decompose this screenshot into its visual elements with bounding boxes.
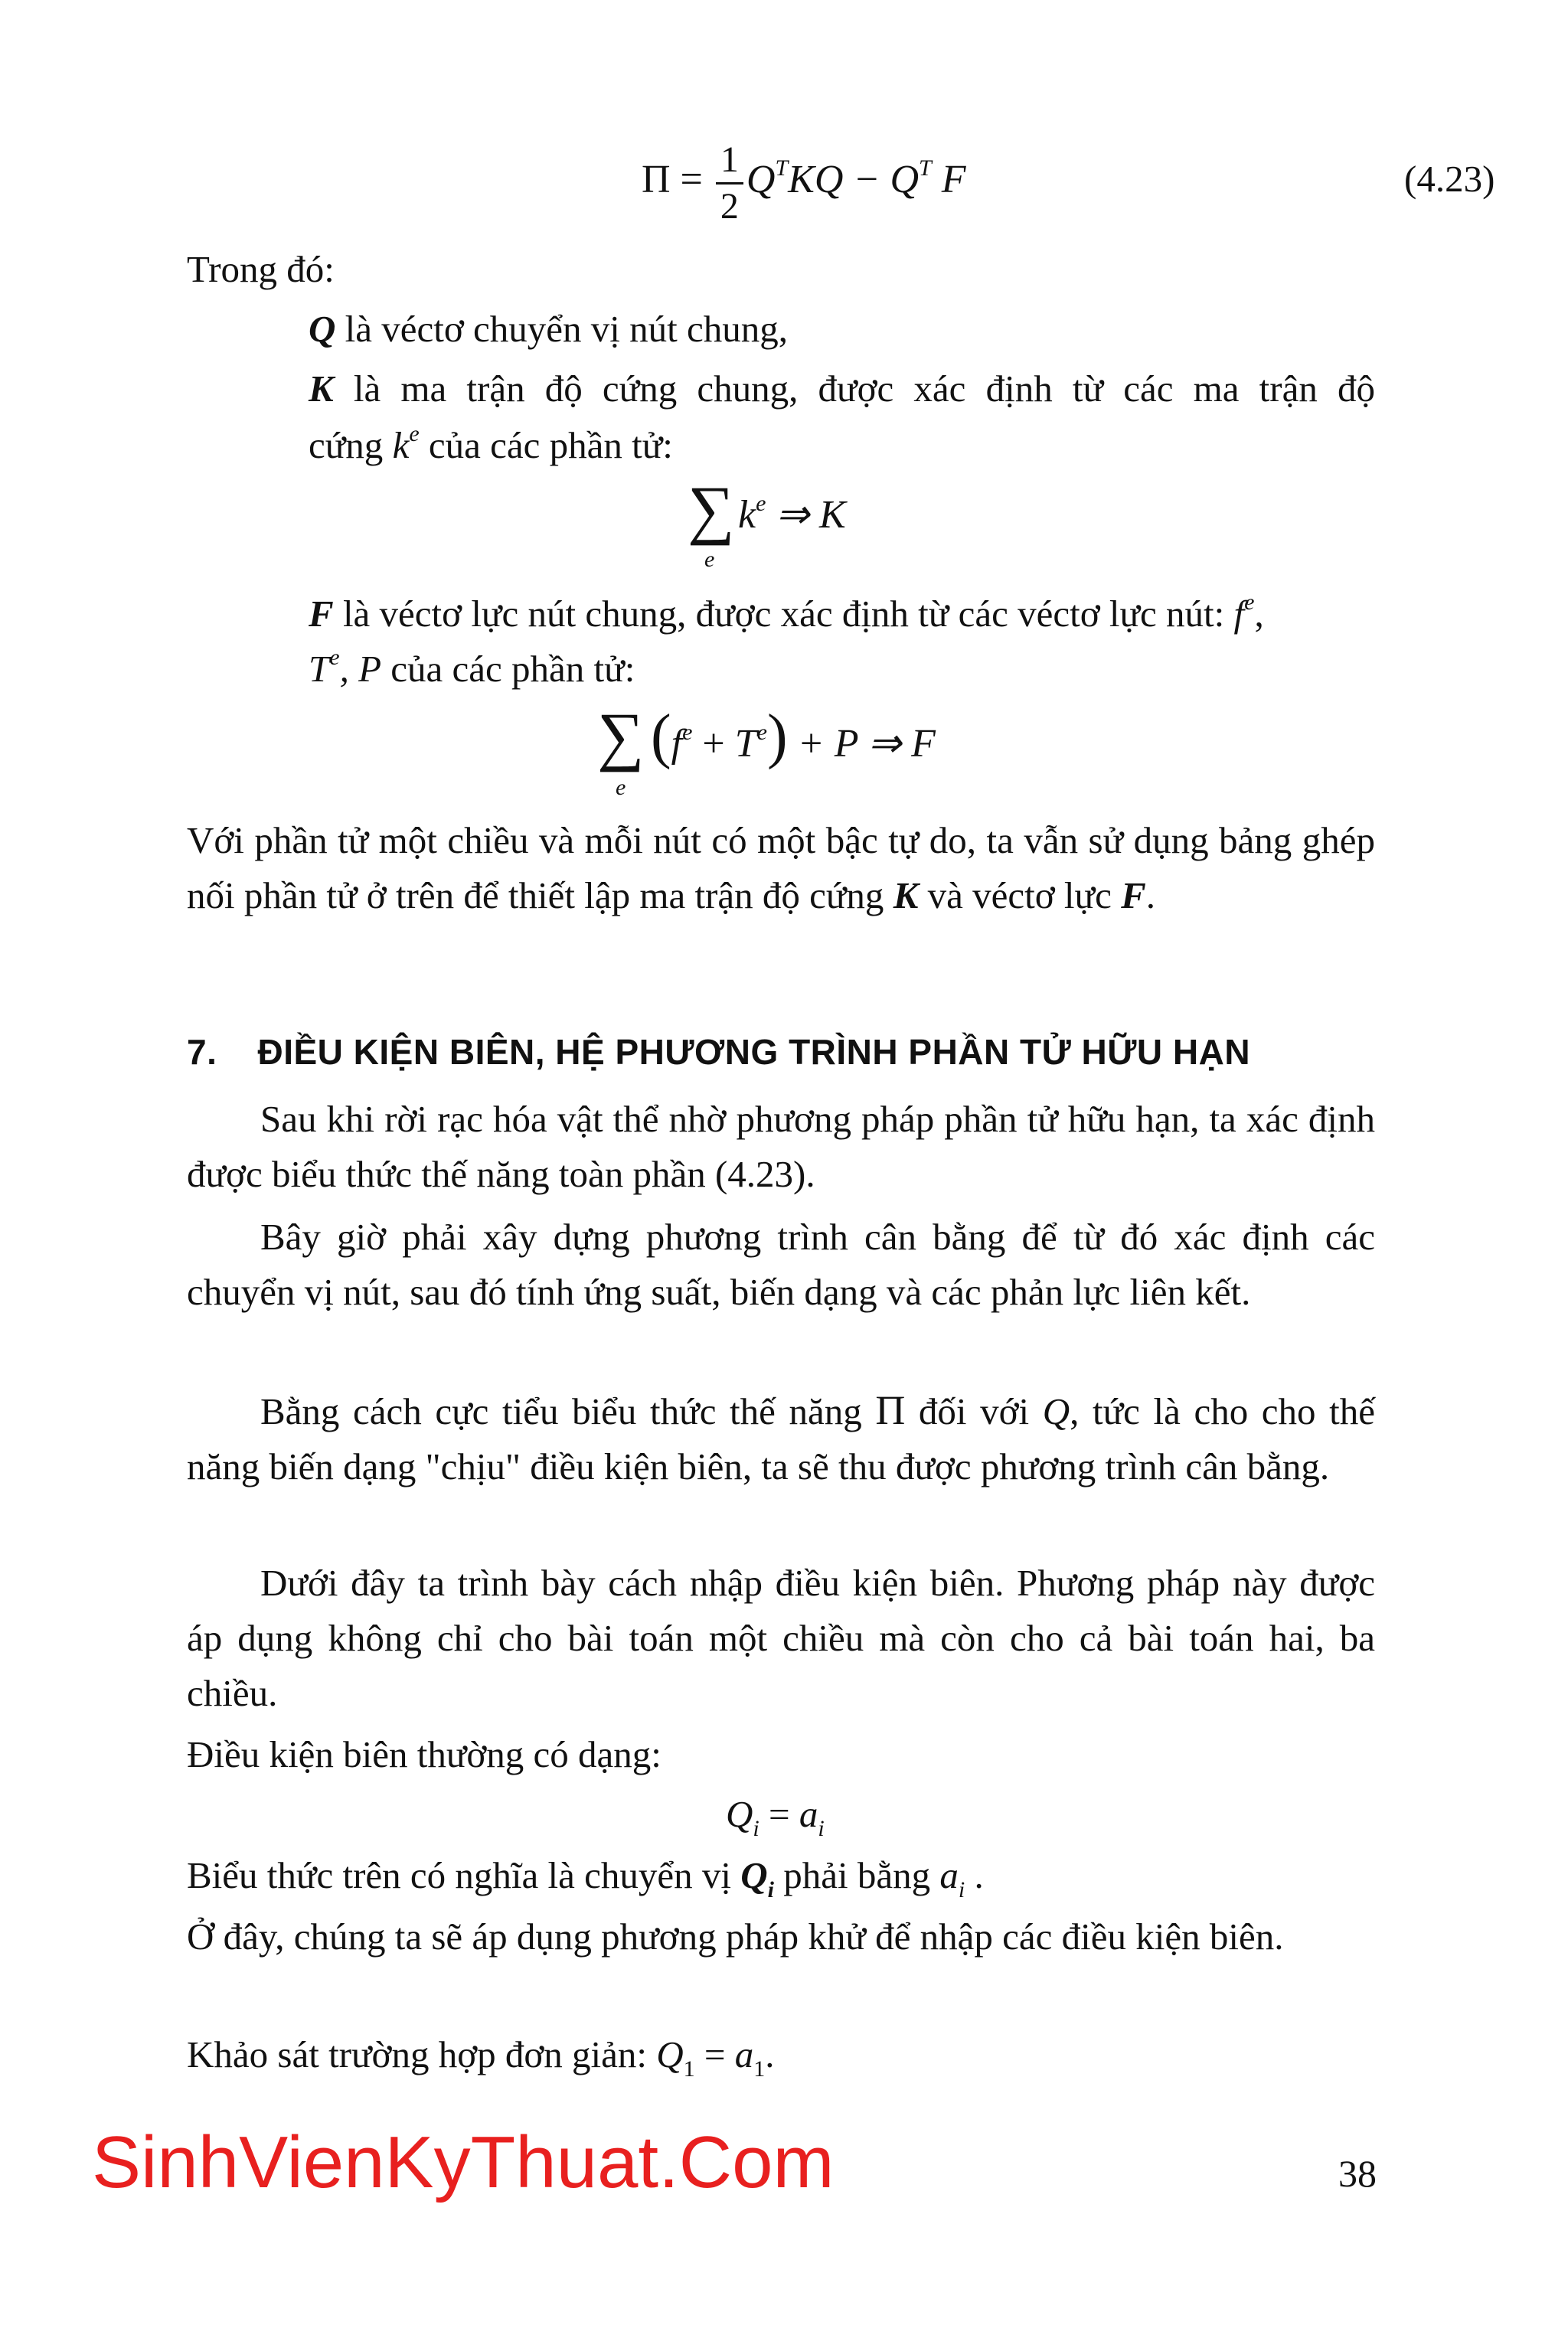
watermark-text: SinhVienKyThuat.Com [92,2121,835,2203]
f-description-1a: là véctơ lực nút chung, được xác định từ các véctơ lực nút: [333,593,1234,635]
eq-lhs: Π = [642,158,713,201]
section-heading: 7. ĐIỀU KIỆN BIÊN, HỆ PHƯƠNG TRÌNH PHẦN TỬ HỮU HẠN [187,1032,1251,1072]
bc-meaning-q: Q [740,1854,768,1896]
case-a-var: a [734,2033,754,2075]
bc-meaning-a-sub: i [958,1877,965,1902]
sum-k-var: k [738,493,756,537]
k-var: k [392,424,410,466]
eq-kq-q: KQ − Q [788,158,920,201]
sum-t-var: T [734,722,757,766]
lparen: ( [651,703,671,770]
f-description-2b: của các phần tử: [381,648,635,690]
rparen: ) [767,703,788,770]
p3-c: , tức là cho cho thế năng biến dạng "chịu" điều kiện biên, ta sẽ thu được phương trình cân bằng. [187,1390,1375,1488]
k-description-1: là ma trận độ cứng chung, được xác định từ các ma trận độ [333,367,1375,410]
para-1d-f: F [1121,874,1146,916]
t-var: T [309,648,330,690]
paragraph-1d-elements [187,813,1375,923]
t-sup: e [329,645,340,670]
eq-q1: Q [746,158,776,201]
bc-a: a [799,1793,818,1835]
k-sup: e [409,421,420,446]
para-1d-b: và véctơ lực [918,874,1122,916]
sum-k-sup: e [756,491,766,516]
eq-sup2: T [919,155,932,181]
case-eq: = [694,2033,735,2075]
bc-a-sub: i [818,1816,825,1841]
paragraph-simple-case [187,2027,775,2082]
item-q [309,302,788,357]
item-f-line1 [309,586,1264,642]
sigma-f-sub: e [616,775,626,800]
k-symbol: K [309,367,334,410]
f-description-2a: , [339,648,359,690]
p-var: P [358,648,382,690]
bc-q-sub: i [753,1816,760,1841]
paragraph-elimination: Ở đây, chúng ta sẽ áp dụng phương pháp khử để nhập các điều kiện biên. [187,1915,1284,1958]
f-var: f [1233,593,1245,635]
p3-q: Q [1042,1390,1070,1432]
bc-meaning-q-sub: i [767,1877,774,1902]
paragraph-2: Bây giờ phải xây dựng phương trình cân bằng để từ đó xác định các chuyển vị nút, sau đó tính ứng suất, biến dạng và các phản lực liên kết. [187,1216,1375,1313]
eq-fraction [716,138,743,229]
case-q: Q [656,2033,684,2075]
equation-4-23 [642,130,965,230]
bc-meaning [187,1848,984,1903]
sum-f-sup: e [682,720,693,745]
paragraph-5: Điều kiện biên thường có dạng: [187,1733,662,1775]
paragraph-1: Sau khi rời rạc hóa vật thể nhờ phương pháp phần tử hữu hạn, ta xác định được biểu thức thế năng toàn phần (4.23). [187,1098,1375,1195]
paragraph-4: Dưới đây ta trình bày cách nhập điều kiện biên. Phương pháp này được áp dụng không chỉ cho bài toán một chiều mà còn cho cả bài toán hai, ba chiều. [187,1562,1375,1714]
eq-f: F [931,158,966,201]
sum-f-plus: + [692,722,735,766]
case-b: . [765,2033,775,2075]
bc-meaning-c: . [965,1854,984,1896]
p3-pi: Π [875,1387,906,1433]
page-number: 38 [1338,2152,1377,2195]
equation-number: (4.23) [1404,158,1495,200]
eq-frac-num: 1 [716,138,743,185]
item-k-line1 [309,361,1375,416]
sigma-k: ∑ [688,472,735,546]
item-f-line2 [309,642,635,697]
item-k-line2 [309,418,673,473]
f-sup: e [1244,589,1255,615]
trong-do-label: Trong đó: [187,248,335,290]
q-symbol: Q [309,308,336,350]
sigma-f: ∑ [597,699,645,772]
p3-b: đối với [905,1390,1043,1432]
k-description-2a: cứng [309,424,393,466]
bc-meaning-a: Biểu thức trên có nghĩa là chuyển vị [187,1854,741,1896]
sum-f-rest: + P ⇒ F [787,722,936,766]
eq-frac-den: 2 [720,185,739,227]
bc-meaning-a-var: a [939,1854,959,1896]
f-symbol: F [309,593,334,635]
para-1d-k: K [893,874,919,916]
para-1d-c: . [1145,874,1156,916]
sum-k-rest: ⇒ K [766,493,846,537]
sum-t-sup: e [756,720,767,745]
sum-f-body [651,703,936,775]
p3-a: Bằng cách cực tiểu biểu thức thế năng [260,1390,876,1432]
bc-eq-sign: = [759,1793,799,1835]
bc-equation [726,1787,825,1842]
case-a: Khảo sát trường hợp đơn giản: [187,2033,657,2075]
bc-q: Q [726,1793,753,1835]
sum-f-var: f [671,722,683,766]
paragraph-3 [187,1383,1375,1494]
sum-k-body [738,491,846,537]
q-description: là véctơ chuyển vị nút chung, [335,308,788,350]
eq-sup1: T [775,155,789,181]
f-description-1b: , [1254,593,1264,635]
case-a-sub: 1 [753,2056,766,2082]
case-q-sub: 1 [683,2056,695,2082]
para-1d-a: Với phần tử một chiều và mỗi nút có một bậc tự do, ta vẫn sử dụng bảng ghép nối phần tử ở trên để thiết lập ma trận độ cứng [187,819,1375,916]
k-description-2b: của các phần tử: [419,424,673,466]
bc-meaning-b: phải bằng [773,1854,940,1896]
sigma-k-sub: e [704,547,715,572]
